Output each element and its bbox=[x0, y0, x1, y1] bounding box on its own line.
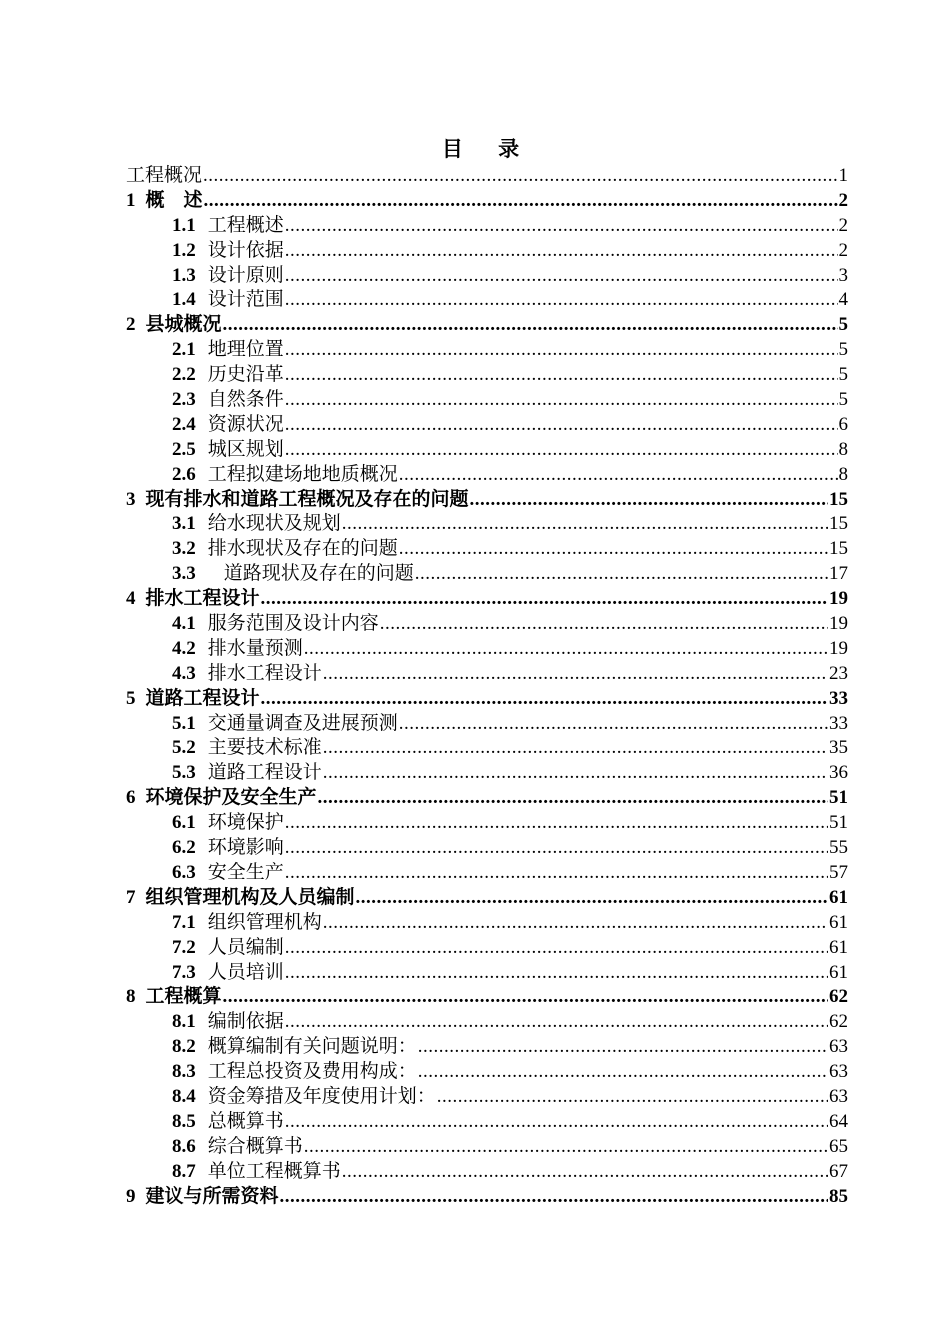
toc-entry-label: 人员编制 bbox=[207, 935, 284, 958]
toc-entry-number: 5.1 bbox=[172, 712, 196, 734]
toc-section-entry[interactable] bbox=[126, 711, 848, 736]
toc-entry-number: 5 bbox=[126, 687, 136, 709]
toc-entry-page-number: 61 bbox=[829, 911, 848, 933]
toc-entry-page-number: 62 bbox=[829, 1011, 848, 1033]
toc-entry-label: 道路现状及存在的问题 bbox=[223, 562, 414, 585]
toc-entry-label: 环境保护 bbox=[207, 811, 284, 834]
toc-entry-page-number: 65 bbox=[829, 1135, 848, 1157]
toc-entry-page-number: 3 bbox=[838, 264, 848, 286]
toc-entry-page-number: 8 bbox=[838, 463, 848, 485]
toc-entry-page-number: 51 bbox=[829, 787, 848, 809]
toc-chapter-entry[interactable] bbox=[126, 785, 848, 810]
toc-entry-label: 设计范围 bbox=[207, 288, 284, 311]
toc-list bbox=[126, 163, 848, 1208]
toc-title: 目 录 bbox=[441, 136, 534, 161]
toc-entry-number: 8.1 bbox=[172, 1011, 196, 1033]
toc-section-entry[interactable] bbox=[126, 960, 848, 985]
toc-entry-page-number: 61 bbox=[829, 961, 848, 983]
toc-dot-leader bbox=[470, 488, 828, 512]
toc-section-entry[interactable] bbox=[126, 760, 848, 785]
toc-entry-label: 环境保护及安全生产 bbox=[145, 786, 317, 809]
toc-dot-leader bbox=[261, 587, 828, 611]
toc-entry-number: 9 bbox=[126, 1185, 136, 1207]
toc-section-entry[interactable] bbox=[126, 462, 848, 487]
toc-entry-number: 8.2 bbox=[172, 1036, 196, 1058]
toc-entry-page-number: 63 bbox=[829, 1085, 848, 1107]
toc-entry-page-number: 8 bbox=[838, 438, 848, 460]
toc-entry-page-number: 19 bbox=[829, 613, 848, 635]
toc-entry[interactable] bbox=[126, 163, 848, 188]
toc-chapter-entry[interactable] bbox=[126, 885, 848, 910]
toc-entry-label: 主要技术标准 bbox=[207, 736, 322, 759]
toc-entry-number: 7 bbox=[126, 886, 136, 908]
toc-entry-label: 工程概述 bbox=[207, 213, 284, 236]
toc-entry-number: 8.3 bbox=[172, 1061, 196, 1083]
toc-entry-label: 单位工程概算书 bbox=[207, 1159, 341, 1182]
toc-entry-page-number: 1 bbox=[838, 165, 848, 186]
toc-entry-number: 6 bbox=[126, 787, 136, 809]
toc-entry-number: 6.2 bbox=[172, 837, 196, 859]
toc-dot-leader bbox=[285, 836, 828, 860]
toc-entry-label: 环境影响 bbox=[207, 836, 284, 859]
toc-entry-number: 7.1 bbox=[172, 911, 196, 933]
toc-entry-number: 8.4 bbox=[172, 1085, 196, 1107]
toc-section-entry[interactable] bbox=[126, 387, 848, 412]
toc-entry-page-number: 33 bbox=[829, 687, 848, 709]
toc-section-entry[interactable] bbox=[126, 213, 848, 238]
toc-entry-number: 8.6 bbox=[172, 1135, 196, 1157]
toc-entry-page-number: 36 bbox=[829, 762, 848, 784]
toc-dot-leader bbox=[342, 1160, 828, 1184]
toc-dot-leader bbox=[261, 687, 828, 711]
toc-entry-label: 城区规划 bbox=[207, 437, 284, 460]
toc-entry-label: 排水现状及存在的问题 bbox=[207, 537, 398, 560]
toc-dot-leader bbox=[323, 761, 828, 785]
toc-entry-label: 排水量预测 bbox=[207, 636, 303, 659]
toc-section-entry[interactable] bbox=[126, 1159, 848, 1184]
toc-entry-number: 2.1 bbox=[172, 339, 196, 361]
toc-entry-number: 6.3 bbox=[172, 861, 196, 883]
toc-entry-page-number: 5 bbox=[838, 389, 848, 411]
toc-section-entry[interactable] bbox=[126, 536, 848, 561]
toc-dot-leader bbox=[285, 214, 838, 238]
toc-dot-leader bbox=[285, 861, 828, 885]
toc-chapter-entry[interactable] bbox=[126, 984, 848, 1009]
toc-dot-leader bbox=[223, 313, 838, 337]
toc-entry-page-number: 2 bbox=[838, 214, 848, 236]
toc-entry-label: 现有排水和道路工程概况及存在的问题 bbox=[145, 487, 469, 510]
toc-entry-page-number: 33 bbox=[829, 712, 848, 734]
toc-dot-leader bbox=[204, 189, 838, 213]
toc-dot-leader bbox=[418, 1035, 828, 1059]
toc-section-entry[interactable] bbox=[126, 910, 848, 935]
toc-entry-page-number: 67 bbox=[829, 1160, 848, 1182]
toc-entry-label: 道路工程设计 bbox=[207, 761, 322, 784]
toc-entry-number: 1 bbox=[126, 189, 136, 211]
toc-dot-leader bbox=[380, 612, 828, 636]
toc-chapter-entry[interactable] bbox=[126, 487, 848, 512]
toc-section-entry[interactable] bbox=[126, 636, 848, 661]
toc-entry-page-number: 61 bbox=[829, 936, 848, 958]
toc-section-entry[interactable] bbox=[126, 860, 848, 885]
toc-entry-page-number: 2 bbox=[838, 239, 848, 261]
toc-entry-page-number: 2 bbox=[838, 189, 848, 211]
toc-entry-number: 4.3 bbox=[172, 662, 196, 684]
toc-entry-label: 工程概况 bbox=[126, 164, 203, 186]
toc-entry-label: 建议与所需资料 bbox=[145, 1184, 279, 1207]
toc-entry-number: 3.3 bbox=[172, 563, 196, 585]
toc-entry-label: 设计依据 bbox=[207, 238, 284, 261]
toc-entry-label: 总概算书 bbox=[207, 1109, 284, 1132]
toc-entry-label: 编制依据 bbox=[207, 1010, 284, 1033]
toc-entry-number: 5.3 bbox=[172, 762, 196, 784]
toc-chapter-entry[interactable] bbox=[126, 312, 848, 337]
toc-entry-page-number: 19 bbox=[829, 588, 848, 610]
toc-section-entry[interactable] bbox=[126, 412, 848, 437]
toc-entry-label: 排水工程设计 bbox=[145, 587, 260, 610]
toc-entry-page-number: 85 bbox=[829, 1185, 848, 1207]
toc-entry-number: 3.2 bbox=[172, 538, 196, 560]
toc-entry-number: 7.2 bbox=[172, 936, 196, 958]
toc-entry-label: 设计原则 bbox=[207, 263, 284, 286]
toc-chapter-entry[interactable] bbox=[126, 686, 848, 711]
toc-section-entry[interactable] bbox=[126, 511, 848, 536]
toc-dot-leader bbox=[418, 1060, 828, 1084]
toc-entry-label: 概算编制有关问题说明： bbox=[207, 1035, 417, 1058]
toc-dot-leader bbox=[399, 712, 828, 736]
toc-dot-leader bbox=[304, 1135, 828, 1159]
toc-entry-number: 3.1 bbox=[172, 513, 196, 535]
toc-dot-leader bbox=[356, 886, 828, 910]
toc-dot-leader bbox=[285, 936, 828, 960]
toc-entry-label: 工程概算 bbox=[145, 985, 222, 1008]
toc-dot-leader bbox=[285, 264, 838, 288]
toc-entry-label: 概 述 bbox=[145, 188, 203, 211]
toc-entry-page-number: 5 bbox=[838, 339, 848, 361]
toc-section-entry[interactable] bbox=[126, 1034, 848, 1059]
toc-entry-page-number: 64 bbox=[829, 1110, 848, 1132]
toc-section-entry[interactable] bbox=[126, 561, 848, 586]
toc-entry-number: 4 bbox=[126, 588, 136, 610]
toc-dot-leader bbox=[323, 911, 828, 935]
toc-section-entry[interactable] bbox=[126, 1059, 848, 1084]
toc-dot-leader bbox=[203, 164, 837, 188]
toc-dot-leader bbox=[285, 811, 828, 835]
toc-entry-page-number: 15 bbox=[829, 538, 848, 560]
toc-section-entry[interactable] bbox=[126, 238, 848, 263]
toc-section-entry[interactable] bbox=[126, 437, 848, 462]
toc-section-entry[interactable] bbox=[126, 1109, 848, 1134]
toc-dot-leader bbox=[285, 1110, 828, 1134]
toc-entry-label: 工程拟建场地地质概况 bbox=[207, 462, 398, 485]
toc-dot-leader bbox=[415, 562, 828, 586]
toc-entry-page-number: 63 bbox=[829, 1061, 848, 1083]
toc-entry-page-number: 15 bbox=[829, 513, 848, 535]
toc-entry-page-number: 57 bbox=[829, 861, 848, 883]
toc-chapter-entry[interactable] bbox=[126, 1184, 848, 1209]
toc-entry-page-number: 35 bbox=[829, 737, 848, 759]
toc-dot-leader bbox=[318, 786, 828, 810]
toc-dot-leader bbox=[342, 512, 828, 536]
toc-entry-label: 服务范围及设计内容 bbox=[207, 612, 379, 635]
toc-entry-label: 组织管理机构及人员编制 bbox=[145, 885, 355, 908]
toc-entry-number: 4.1 bbox=[172, 613, 196, 635]
toc-section-entry[interactable] bbox=[126, 735, 848, 760]
toc-entry-label: 排水工程设计 bbox=[207, 661, 322, 684]
toc-section-entry[interactable] bbox=[126, 1084, 848, 1109]
toc-entry-number: 1.1 bbox=[172, 214, 196, 236]
toc-section-entry[interactable] bbox=[126, 810, 848, 835]
toc-entry-page-number: 17 bbox=[829, 563, 848, 585]
toc-section-entry[interactable] bbox=[126, 661, 848, 686]
toc-entry-page-number: 55 bbox=[829, 837, 848, 859]
toc-entry-number: 4.2 bbox=[172, 637, 196, 659]
toc-entry-number: 3 bbox=[126, 488, 136, 510]
toc-entry-number: 2.6 bbox=[172, 463, 196, 485]
toc-entry-page-number: 15 bbox=[829, 488, 848, 510]
toc-entry-number: 5.2 bbox=[172, 737, 196, 759]
toc-dot-leader bbox=[285, 338, 838, 362]
toc-entry-number: 1.4 bbox=[172, 289, 196, 311]
toc-entry-page-number: 61 bbox=[829, 886, 848, 908]
toc-section-entry[interactable] bbox=[126, 287, 848, 312]
toc-entry-number: 1.3 bbox=[172, 264, 196, 286]
toc-dot-leader bbox=[223, 985, 828, 1009]
toc-entry-label: 历史沿革 bbox=[207, 363, 284, 386]
toc-entry-label: 组织管理机构 bbox=[207, 910, 322, 933]
toc-entry-label: 自然条件 bbox=[207, 388, 284, 411]
toc-section-entry[interactable] bbox=[126, 1134, 848, 1159]
toc-entry-number: 2.4 bbox=[172, 413, 196, 435]
toc-entry-page-number: 6 bbox=[838, 413, 848, 435]
toc-entry-number: 2 bbox=[126, 314, 136, 336]
toc-dot-leader bbox=[399, 537, 828, 561]
toc-entry-number: 8.7 bbox=[172, 1160, 196, 1182]
toc-section-entry[interactable] bbox=[126, 835, 848, 860]
toc-section-entry[interactable] bbox=[126, 263, 848, 288]
toc-dot-leader bbox=[323, 736, 828, 760]
toc-entry-label: 县城概况 bbox=[145, 313, 222, 336]
toc-entry-label: 给水现状及规划 bbox=[207, 512, 341, 535]
toc-section-entry[interactable] bbox=[126, 362, 848, 387]
toc-entry-label: 资金筹措及年度使用计划： bbox=[207, 1084, 436, 1107]
toc-entry-number: 8.5 bbox=[172, 1110, 196, 1132]
toc-section-entry[interactable] bbox=[126, 337, 848, 362]
toc-entry-label: 安全生产 bbox=[207, 860, 284, 883]
toc-entry-number: 7.3 bbox=[172, 961, 196, 983]
toc-entry-number: 1.2 bbox=[172, 239, 196, 261]
toc-entry-number: 2.2 bbox=[172, 364, 196, 386]
toc-entry-page-number: 63 bbox=[829, 1036, 848, 1058]
toc-dot-leader bbox=[437, 1085, 828, 1109]
toc-dot-leader bbox=[285, 961, 828, 985]
toc-entry-number: 8 bbox=[126, 986, 136, 1008]
toc-entry-page-number: 5 bbox=[838, 364, 848, 386]
toc-entry-number: 2.5 bbox=[172, 438, 196, 460]
toc-section-entry[interactable] bbox=[126, 935, 848, 960]
toc-dot-leader bbox=[304, 637, 828, 661]
toc-dot-leader bbox=[285, 438, 838, 462]
toc-entry-page-number: 62 bbox=[829, 986, 848, 1008]
toc-entry-number: 2.3 bbox=[172, 389, 196, 411]
toc-dot-leader bbox=[285, 388, 838, 412]
toc-dot-leader bbox=[285, 363, 838, 387]
toc-entry-label: 资源状况 bbox=[207, 412, 284, 435]
toc-dot-leader bbox=[323, 662, 828, 686]
toc-dot-leader bbox=[285, 1010, 828, 1034]
toc-dot-leader bbox=[280, 1185, 828, 1209]
toc-section-entry[interactable] bbox=[126, 611, 848, 636]
toc-entry-page-number: 5 bbox=[838, 314, 848, 336]
toc-entry-label: 交通量调查及进展预测 bbox=[207, 711, 398, 734]
toc-entry-page-number: 51 bbox=[829, 812, 848, 834]
toc-dot-leader bbox=[285, 413, 838, 437]
toc-entry-number: 6.1 bbox=[172, 812, 196, 834]
toc-entry-label: 工程总投资及费用构成： bbox=[207, 1060, 417, 1083]
toc-entry-label: 综合概算书 bbox=[207, 1134, 303, 1157]
toc-entry-label: 地理位置 bbox=[207, 338, 284, 361]
toc-entry-label: 人员培训 bbox=[207, 960, 284, 983]
toc-entry-page-number: 4 bbox=[838, 289, 848, 311]
toc-dot-leader bbox=[285, 239, 838, 263]
toc-chapter-entry[interactable] bbox=[126, 188, 848, 213]
toc-entry-page-number: 23 bbox=[829, 662, 848, 684]
toc-entry-label: 道路工程设计 bbox=[145, 686, 260, 709]
toc-dot-leader bbox=[399, 463, 838, 487]
toc-entry-page-number: 19 bbox=[829, 637, 848, 659]
toc-dot-leader bbox=[285, 288, 838, 312]
toc-chapter-entry[interactable] bbox=[126, 586, 848, 611]
toc-section-entry[interactable] bbox=[126, 1009, 848, 1034]
